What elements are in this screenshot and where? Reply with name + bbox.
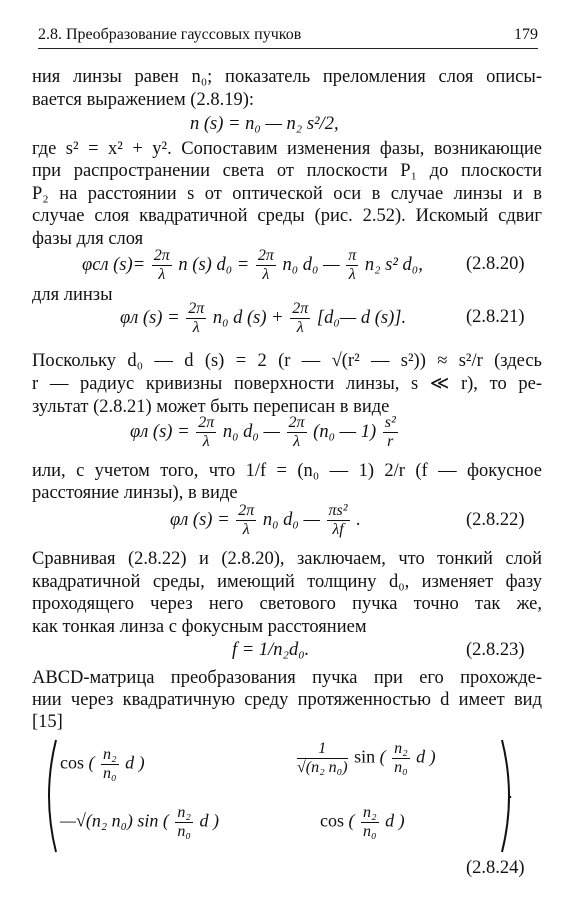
text-line: Поскольку d₀ — d (s) = 2 (r — √(r² — s²)) ≈ s²/r (здесь xyxy=(32,351,542,371)
left-parenthesis xyxy=(40,738,58,854)
text-line: P₂ на расстоянии s от оптической оси в случае линзы и в xyxy=(32,184,542,204)
fraction: $\frac{\text{s²}}{r}$ xyxy=(384,414,396,451)
equation-2-8-22: φл (s) = $\frac{2\pi}{\lambda}$ n₀ d₀ — $\frac{\text{πs²}}{\lambda f}$ . xyxy=(170,502,361,539)
text-line: как тонкая линза с фокусным расстоянием xyxy=(32,617,367,637)
text-line: фазы для слоя xyxy=(32,229,144,249)
text-line: где s² = x² + y². Сопоставим изменения фазы, возникающие xyxy=(32,139,542,159)
fraction: $\frac{\pi}{\lambda}$ xyxy=(348,247,357,284)
eq-term: n₀ d₀ — xyxy=(222,422,280,442)
text-line: r — радиус кривизны поверхности линзы, s ≪ r), то ре- xyxy=(32,374,542,394)
fraction: $\frac{2\pi}{\lambda}$ xyxy=(238,502,255,539)
eq-lhs: φсл (s)= xyxy=(82,255,146,275)
fraction: $\frac{2\pi}{\lambda}$ xyxy=(153,247,170,284)
abcd-matrix: cos ( $\frac{\text{n₂}}{\text{n₀}}$ d ) $\frac{1}{\text{√(n₂ n₀)}}$ sin ( $\frac{\text{n₂}}{\text{n₀}}$ d ) —√(n₂ n₀) sin ( $\frac{\text{n₂}}{\text{n₀}}$ d ) cos ( $\frac{\text{n₂}}{\text{n₀}}$ d ) . xyxy=(40,738,518,854)
text-line: зультат (2.8.21) может быть переписан в виде xyxy=(32,397,390,417)
fraction: $\frac{\text{πs²}}{\lambda f}$ xyxy=(328,502,348,539)
matrix-cell-a: cos ( $\frac{\text{n₂}}{\text{n₀}}$ d ) xyxy=(60,746,145,782)
text-line: для линзы xyxy=(32,285,113,305)
text-line: нии через квадратичную среду протяженностью d имеет вид xyxy=(32,690,542,710)
text-line: проходящего через него светового пучка точно так же, xyxy=(32,594,542,614)
fraction: $\frac{2\pi}{\lambda}$ xyxy=(188,300,205,337)
equation-number: (2.8.20) xyxy=(466,254,525,274)
text-line: расстояние линзы), в виде xyxy=(32,483,238,503)
text-line: ния линзы равен n₀; показатель преломления слоя описы- xyxy=(32,67,542,87)
equation-2-8-23: f = 1/n₂d₀. xyxy=(232,640,310,660)
equation-number: (2.8.21) xyxy=(466,307,525,327)
text-line: ABCD-матрица преобразования пучка при его прохожде- xyxy=(32,668,542,688)
text-line: [15] xyxy=(32,712,63,732)
eq-term: n₂ s² d₀, xyxy=(364,255,423,275)
equation-2-8-20 xyxy=(82,245,423,285)
text-line: при распространении света от плоскости P₁ до плоскости xyxy=(32,161,542,181)
equation-unnumbered xyxy=(130,412,400,452)
section-title: 2.8. Преобразование гауссовых пучков xyxy=(38,26,302,43)
text-line: Сравнивая (2.8.22) и (2.8.20), заключаем, что тонкий слой xyxy=(32,549,542,569)
equation-2-8-21 xyxy=(120,298,406,338)
equation-number: (2.8.22) xyxy=(466,510,525,530)
running-header xyxy=(38,26,538,49)
eq-term: n₀ d₀ — xyxy=(282,255,340,275)
matrix-cell-d: cos ( $\frac{\text{n₂}}{\text{n₀}}$ d ) xyxy=(320,804,405,840)
text-line: или, с учетом того, что 1/f = (n₀ — 1) 2/r (f — фокусное xyxy=(32,461,542,481)
eq-term: n₀ d₀ — xyxy=(262,510,320,530)
text-line: вается выражением (2.8.19): xyxy=(32,90,254,110)
eq-term: n (s) d₀ = xyxy=(178,255,250,275)
matrix-cell-b: $\frac{1}{\text{√(n₂ n₀)}}$ sin ( $\frac{\text{n₂}}{\text{n₀}}$ d ) xyxy=(297,740,436,776)
eq-term: n₀ d (s) + xyxy=(212,308,284,328)
fraction: $\frac{2\pi}{\lambda}$ xyxy=(257,247,274,284)
text-line: случае слоя квадратичной среды (рис. 2.52). Искомый сдвиг xyxy=(32,206,542,226)
eq-term: (n₀ — 1) xyxy=(313,422,377,442)
page-number: 179 xyxy=(514,26,538,43)
eq-lhs: φл (s) = xyxy=(130,422,190,442)
formula-2-8-19: n (s) = n₀ — n₂ s²/2, xyxy=(190,114,339,134)
text-line: квадратичной среды, имеющий толщину d₀, изменяет фазу xyxy=(32,572,542,592)
equation-number: (2.8.23) xyxy=(466,640,525,660)
matrix-cell-c: —√(n₂ n₀) sin ( $\frac{\text{n₂}}{\text{n₀}}$ d ) xyxy=(60,804,219,840)
fraction: $\frac{2\pi}{\lambda}$ xyxy=(198,414,215,451)
eq-lhs: φл (s) = xyxy=(170,510,230,530)
fraction: $\frac{2\pi}{\lambda}$ xyxy=(288,414,305,451)
eq-lhs: φл (s) = xyxy=(120,308,180,328)
fraction: $\frac{2\pi}{\lambda}$ xyxy=(292,300,309,337)
eq-term: [d₀— d (s)]. xyxy=(316,308,407,328)
equation-number: (2.8.24) xyxy=(466,858,525,878)
